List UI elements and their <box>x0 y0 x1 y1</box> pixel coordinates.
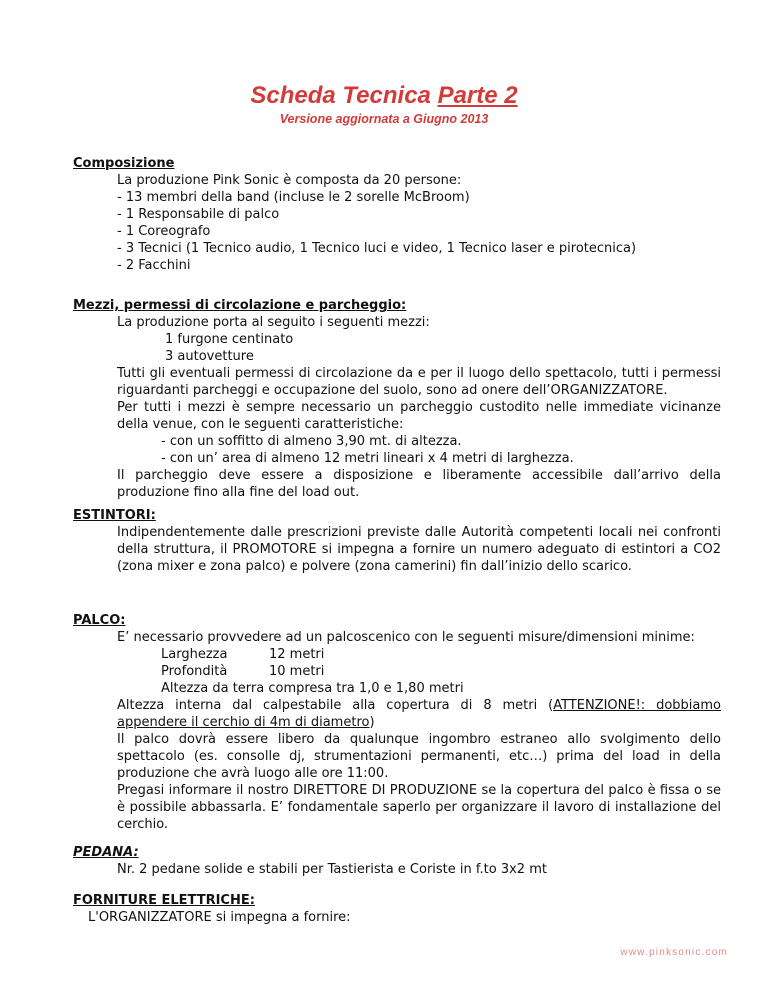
dimension-row <box>161 663 721 680</box>
section-palco <box>73 612 721 833</box>
paragraph: Pregasi informare il nostro DIRETTORE DI PRODUZIONE se la copertura del palco è fissa o se è possibile abbassarla. E’ fondamentale saperlo per organizzare il lavoro di installazione del cerchio. <box>117 783 721 832</box>
list-item: - 1 Coreografo <box>117 224 211 239</box>
text-run: ) <box>369 715 375 730</box>
paragraph: Nr. 2 pedane solide e stabili per Tastierista e Coriste in f.to 3x2 mt <box>117 862 547 877</box>
dimension-value: 10 metri <box>269 664 325 679</box>
section-heading: Composizione <box>73 156 175 171</box>
section-heading: PALCO: <box>73 613 126 628</box>
section-heading: FORNITURE ELETTRICHE: <box>73 893 255 908</box>
section-estintori <box>73 507 721 575</box>
list-item: 1 furgone centinato <box>165 332 294 347</box>
paragraph: L'ORGANIZZATORE si impegna a fornire: <box>88 910 351 925</box>
list-item: - con un’ area di almeno 12 metri lineari x 4 metri di larghezza. <box>161 451 574 466</box>
paragraph: Indipendentemente dalle prescrizioni previste dalle Autorità competenti locali nei confronti della struttura, il PROMOTORE si impegna a fornire un numero adeguato di estintori a CO2 (zona mixer e zona palco) e polvere (zona camerini) fin dall’inizio dello scarico. <box>117 525 721 574</box>
list-item: - con un soffitto di almeno 3,90 mt. di altezza. <box>161 434 462 449</box>
paragraph: La produzione porta al seguito i seguenti mezzi: <box>117 315 430 330</box>
list-item: 3 autovetture <box>165 349 254 364</box>
dimension-row <box>161 646 721 663</box>
list-item: - 1 Responsabile di palco <box>117 207 280 222</box>
section-heading: ESTINTORI: <box>73 508 156 523</box>
list-item: - 2 Facchini <box>117 258 191 273</box>
paragraph: Per tutti i mezzi è sempre necessario un parcheggio custodito nelle immediate vicinanze della venue, con le seguenti caratteristiche: <box>117 400 721 432</box>
list-item: - 3 Tecnici (1 Tecnico audio, 1 Tecnico luci e video, 1 Tecnico laser e pirotecnica) <box>117 241 637 256</box>
section-heading: PEDANA: <box>73 845 139 860</box>
section-composizione <box>73 155 721 274</box>
paragraph: Il palco dovrà essere libero da qualunque ingombro estraneo allo svolgimento dello spettacolo (es. consolle dj, strumentazioni permanenti, etc…) prima del load in della produzione che avrà luogo alle ore 11:00. <box>117 732 721 781</box>
paragraph: Il parcheggio deve essere a disposizione e liberamente accessibile dall’arrivo della produzione fino alla fine del load out. <box>117 468 721 500</box>
footer-url: www.pinksonic.com <box>620 947 728 958</box>
paragraph: Altezza da terra compresa tra 1,0 e 1,80 metri <box>161 681 464 696</box>
page-title <box>0 82 768 110</box>
title-part: Parte 2 <box>437 82 518 109</box>
paragraph <box>117 697 721 731</box>
warning-text: ATTENZIONE!: dobbiamo appendere il cerchio di 4m di diametro <box>117 698 721 730</box>
paragraph: La produzione Pink Sonic è composta da 20 persone: <box>117 173 462 188</box>
dimension-value: 12 metri <box>269 647 325 662</box>
page-subtitle: Versione aggiornata a Giugno 2013 <box>279 112 489 126</box>
list-item: - 13 membri della band (incluse le 2 sorelle McBroom) <box>117 190 470 205</box>
paragraph: Tutti gli eventuali permessi di circolazione da e per il luogo dello spettacolo, tutti i permessi riguardanti parcheggi e occupazione del suolo, sono ad onere dell’ORGANIZZATORE. <box>117 366 721 398</box>
section-mezzi <box>73 297 721 501</box>
dimension-label: Larghezza <box>161 647 228 662</box>
title-main: Scheda Tecnica <box>250 82 431 109</box>
section-forniture <box>73 892 721 926</box>
section-heading: Mezzi, permessi di circolazione e parcheggio: <box>73 298 407 313</box>
dimension-label: Profondità <box>161 664 228 679</box>
paragraph: E’ necessario provvedere ad un palcoscenico con le seguenti misure/dimensioni minime: <box>117 630 695 645</box>
section-pedana <box>73 844 721 878</box>
text-run: Altezza interna dal calpestabile alla copertura di 8 metri ( <box>117 698 554 713</box>
